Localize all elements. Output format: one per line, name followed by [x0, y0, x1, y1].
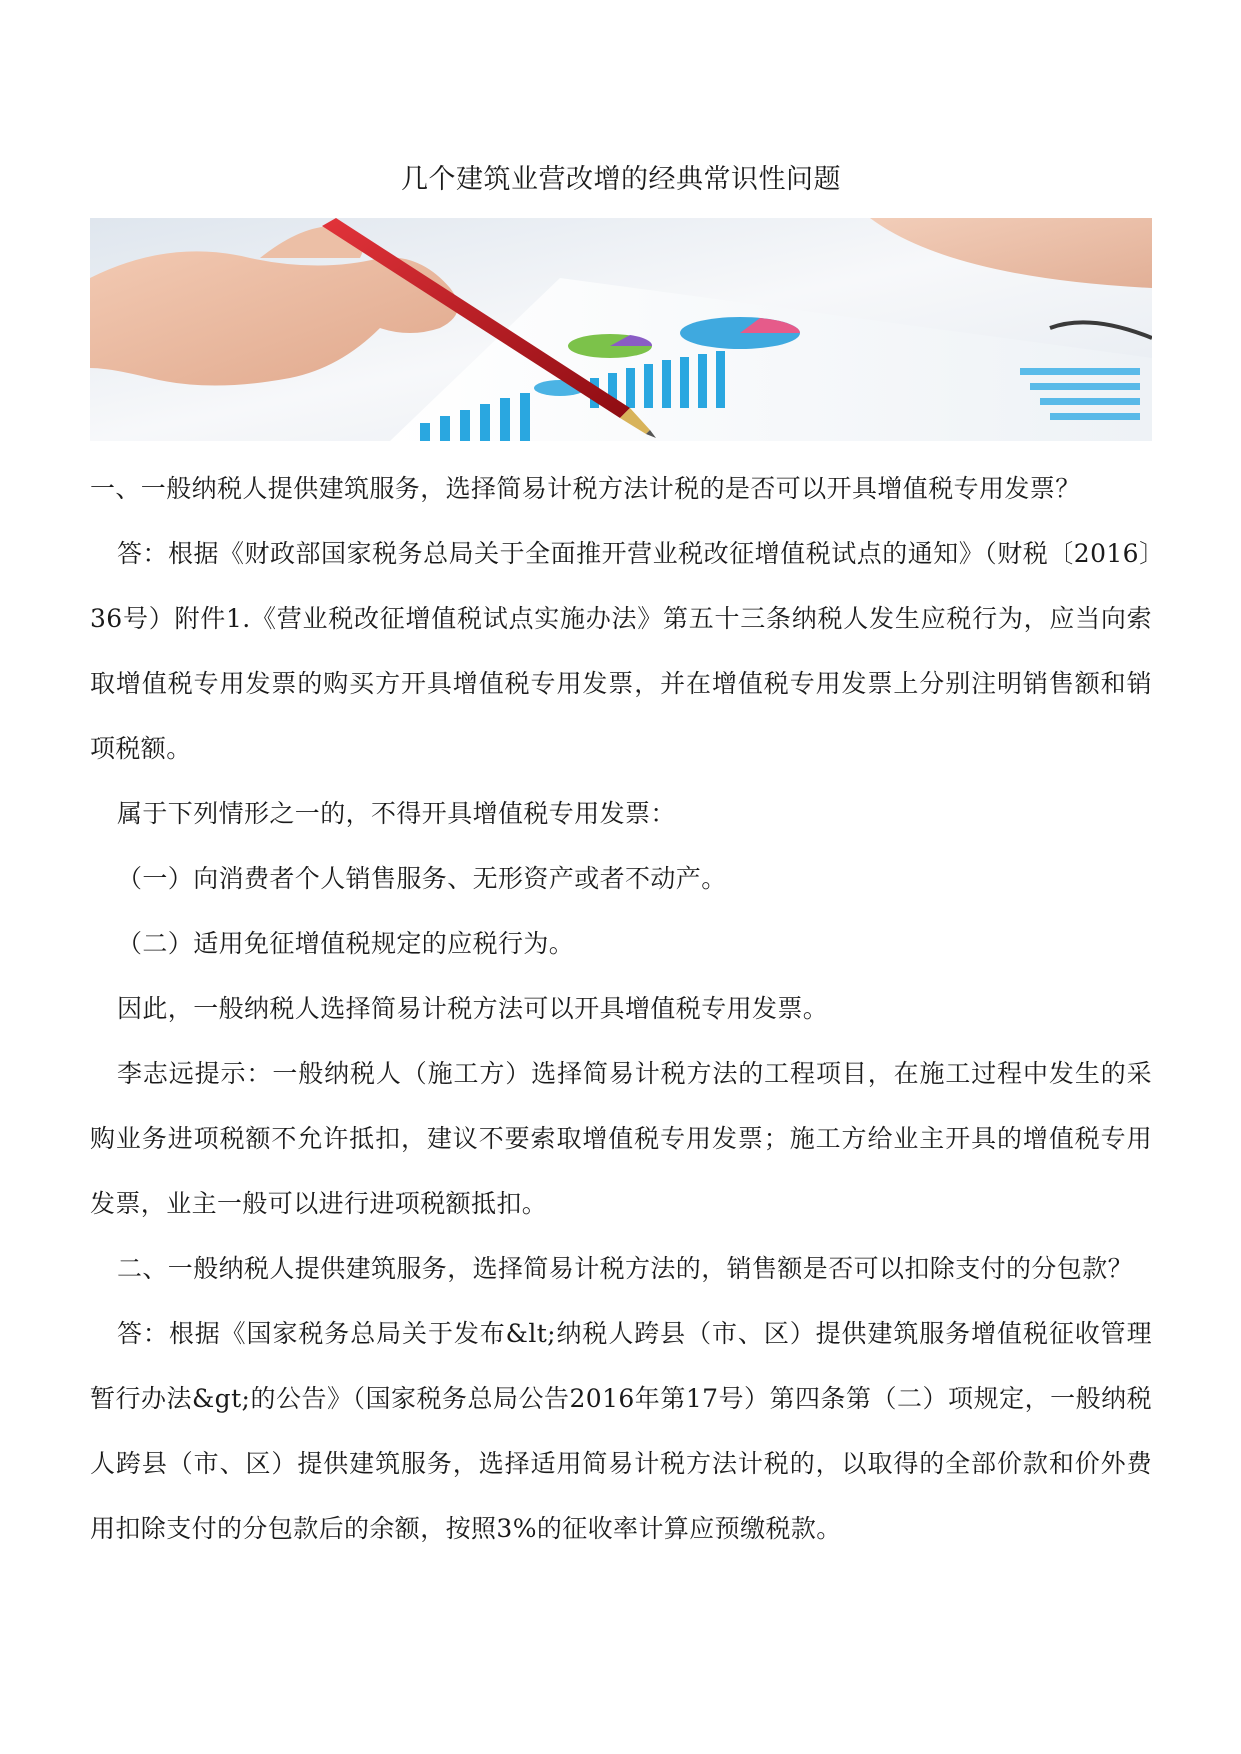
tip-paragraph: 李志远提示：一般纳税人（施工方）选择简易计税方法的工程项目，在施工过程中发生的采购业务进项税额不允许抵扣，建议不要索取增值税专用发票；施工方给业主开具的增值税专用发票，业主一般可以进行进项税额抵扣。 — [90, 1059, 1152, 1218]
exception-item-2: （二）适用免征增值税规定的应税行为。 — [117, 929, 575, 958]
exception-item-1: （一）向消费者个人销售服务、无形资产或者不动产。 — [117, 864, 727, 893]
answer-1: 答：根据《财政部国家税务总局关于全面推开营业税改征增值税试点的通知》（财税〔2016〕36号）附件1.《营业税改征增值税试点实施办法》第五十三条纳税人发生应税行为，应当向索取增值税专用发票的购买方开具增值税专用发票，并在增值税专用发票上分别注明销售额和销项税额。 — [90, 539, 1152, 763]
banner-image — [90, 218, 1152, 441]
answer-2: 答：根据《国家税务总局关于发布&lt;纳税人跨县（市、区）提供建筑服务增值税征收管理暂行办法&gt;的公告》（国家税务总局公告2016年第17号）第四条第（二）项规定，一般纳税人跨县（市、区）提供建筑服务，选择适用简易计税方法计税的，以取得的全部价款和价外费用扣除支付的分包款后的余额，按照3%的征收率计算应预缴税款。 — [90, 1319, 1152, 1543]
document-body — [90, 456, 1152, 1561]
answer-1-conclusion: 因此，一般纳税人选择简易计税方法可以开具增值税专用发票。 — [117, 994, 829, 1023]
question-2: 二、一般纳税人提供建筑服务，选择简易计税方法的，销售额是否可以扣除支付的分包款？ — [117, 1254, 1134, 1283]
question-1: 一、一般纳税人提供建筑服务，选择简易计税方法计税的是否可以开具增值税专用发票？ — [90, 474, 1081, 503]
page-title: 几个建筑业营改增的经典常识性问题 — [401, 164, 841, 195]
answer-1-exceptions: 属于下列情形之一的，不得开具增值税专用发票： — [117, 799, 676, 828]
